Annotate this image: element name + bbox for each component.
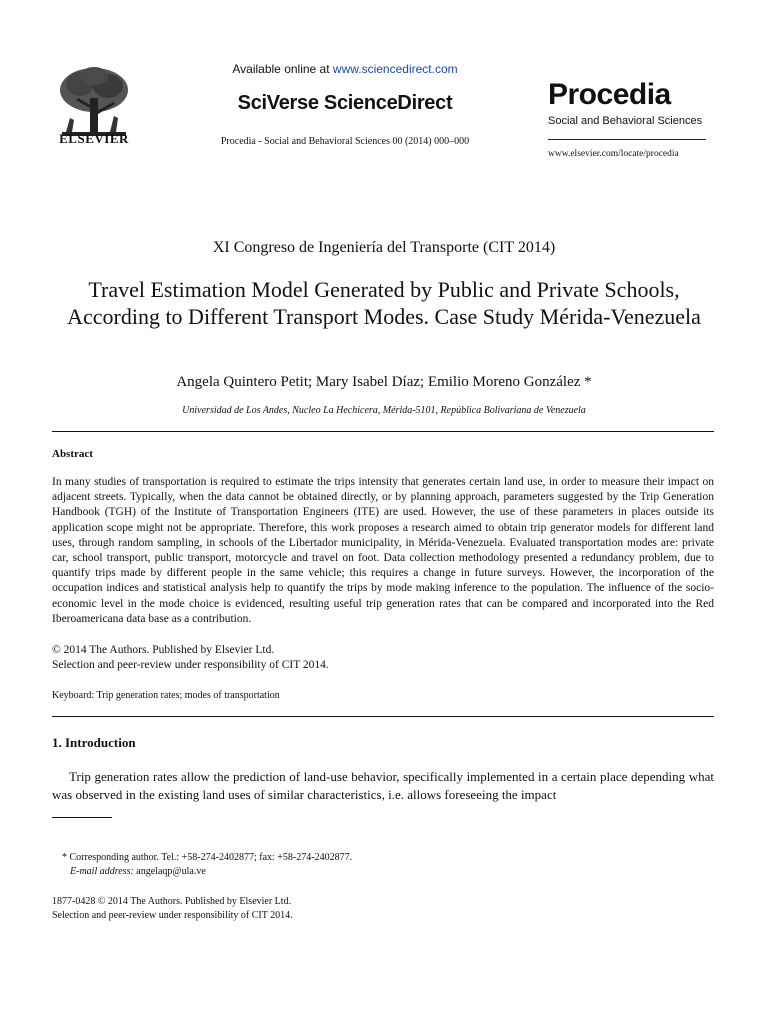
keywords: Keyboard: Trip generation rates; modes of transportation <box>52 690 280 701</box>
peer-review-line: Selection and peer-review under responsibility of CIT 2014. <box>52 659 329 672</box>
availability-line <box>200 62 490 76</box>
email-label: E-mail address: <box>70 866 134 877</box>
email-address[interactable]: angelaqp@ula.ve <box>133 866 206 877</box>
abstract-bottom-rule <box>52 716 714 717</box>
abstract-heading: Abstract <box>52 448 93 460</box>
abstract-body: In many studies of transportation is required to estimate the trips intensity that generates certain land use, in order to measure their impact on adjacent streets. Typically, when the data cannot be obtained directly, or by planning approach, parameters suggested by the Trip Generation Handbook (TGH) of the Institute of Transportation Engineers (ITE) are used. However, the use of these parameters in places outside its application scope might not be appropriate. Therefore, this work proposes a research aimed to obtain trip generator models for different land uses, through random sampling, in schools of the Libertador municipality, in Mérida-Venezuela. Evaluated transportation modes are: private car, school transport, public transport, motorcycle and travel on foot. Data collection methodology presented a redundancy problem, due to quantify trips made by different people in the same vehicle; this requires a change in future surveys. However, the incorporation of the occupation indices and statistical analysis help to quantify the trips by mode making inference to the population. The influence of the socio-economic level in the mode choice is evidenced, resulting useful trip generation rates that can be compared and incorporated into the Red Iberoamericana data base as a contribution. <box>52 476 714 625</box>
elsevier-wordmark: ELSEVIER <box>59 131 129 146</box>
issn-note: 1877-0428 © 2014 The Authors. Published by Elsevier Ltd. <box>52 896 292 907</box>
introduction-heading: 1. Introduction <box>52 735 136 750</box>
sciencedirect-link[interactable]: www.sciencedirect.com <box>332 62 458 76</box>
journal-citation: Procedia - Social and Behavioral Sciences 00 (2014) 000–000 <box>220 136 470 147</box>
review-note: Selection and peer-review under responsibility of CIT 2014. <box>52 910 293 921</box>
affiliation: Universidad de Los Andes, Nucleo La Hechicera, Mérida-5101, República Bolivariana de Venezuela <box>182 405 586 416</box>
procedia-url[interactable]: www.elsevier.com/locate/procedia <box>548 149 679 159</box>
procedia-subtitle: Social and Behavioral Sciences <box>548 115 703 127</box>
abstract-top-rule <box>52 431 714 432</box>
copyright-line: © 2014 The Authors. Published by Elsevier Ltd. <box>52 644 275 656</box>
introduction-paragraph: Trip generation rates allow the prediction of land-use behavior, specifically implemented in a certain place depending what was observed in the existing land uses of similar characteristics, i.e. allows foreseeing the impact <box>52 769 714 802</box>
footnote-rule <box>52 817 112 818</box>
procedia-logo: Procedia <box>548 78 671 111</box>
sciverse-sciencedirect-logo: SciVerse ScienceDirect <box>237 92 453 114</box>
article-title: Travel Estimation Model Generated by Public and Private Schools, According to Different Transport Modes. Case Study Mérida-Venezuela <box>67 277 701 329</box>
abstract-copyright <box>52 643 329 673</box>
email-note <box>70 865 206 878</box>
author-list: Angela Quintero Petit; Mary Isabel Díaz; Emilio Moreno González * <box>176 374 592 390</box>
conference-name: XI Congreso de Ingeniería del Transporte (CIT 2014) <box>212 239 556 256</box>
corresponding-author-note: * Corresponding author. Tel.: +58-274-2402877; fax: +58-274-2402877. <box>62 852 353 863</box>
availability-prefix: Available online at <box>232 62 333 76</box>
procedia-divider <box>548 139 706 140</box>
